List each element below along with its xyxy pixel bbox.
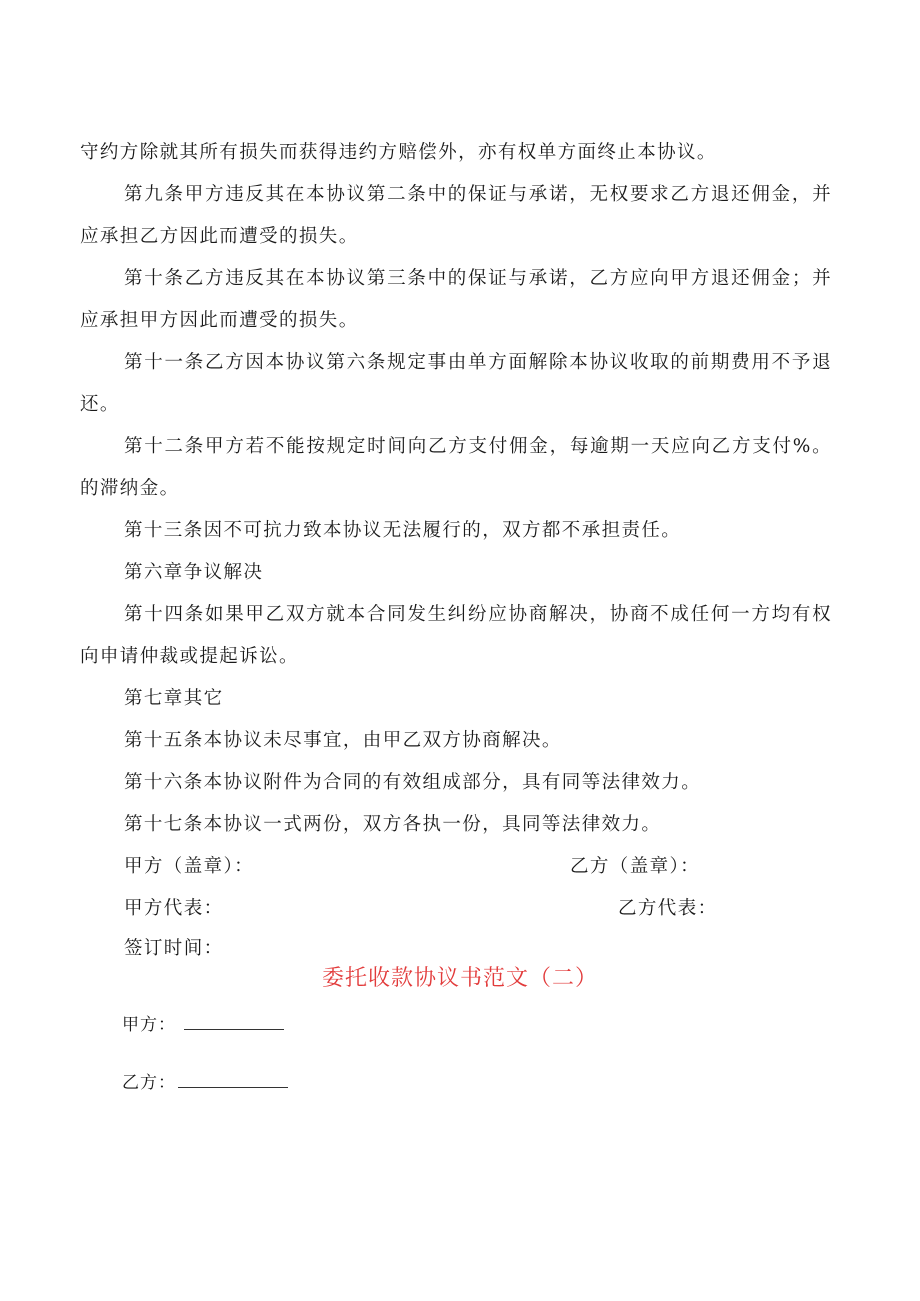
sign-time-label: 签订时间： (124, 938, 224, 959)
second-doc-title: 委托收款协议书范文（二） (321, 966, 598, 991)
article-9: 第九条甲方违反其在本协议第二条中的保证与承诺，无权要求乙方退还佣金，并应承担乙方因此而遭受的损失。 (80, 184, 832, 247)
party-b-blank-line[interactable] (178, 1073, 288, 1088)
party-b-label: 乙方： (122, 1073, 176, 1093)
article-16: 第十六条本协议附件为合同的有效组成部分，具有同等法律效力。 (124, 772, 702, 793)
chapter-7-heading: 第七章其它 (124, 688, 224, 709)
article-13: 第十三条因不可抗力致本协议无法履行的，双方都不承担责任。 (124, 520, 682, 541)
party-a-label: 甲方： (122, 1015, 176, 1035)
party-a-blank-line[interactable] (184, 1015, 284, 1030)
second-doc-party-b (122, 1071, 288, 1095)
party-a-rep-label: 甲方代表： (124, 898, 224, 919)
article-11: 第十一条乙方因本协议第六条规定事由单方面解除本协议收取的前期费用不予退还。 (80, 352, 832, 415)
party-a-seal-label: 甲方（盖章）： (124, 856, 255, 877)
article-15: 第十五条本协议未尽事宜，由甲乙双方协商解决。 (124, 730, 562, 751)
article-8-tail: 守约方除就其所有损失而获得违约方赔偿外，亦有权单方面终止本协议。 (80, 142, 717, 163)
second-doc-party-a (122, 1013, 284, 1037)
article-14: 第十四条如果甲乙双方就本合同发生纠纷应协商解决，协商不成任何一方均有权向申请仲裁或提起诉讼。 (80, 604, 832, 667)
article-17: 第十七条本协议一式两份，双方各执一份，具同等法律效力。 (124, 814, 662, 835)
chapter-6-heading: 第六章争议解决 (124, 562, 264, 583)
article-10: 第十条乙方违反其在本协议第三条中的保证与承诺，乙方应向甲方退还佣金；并应承担甲方因此而遭受的损失。 (80, 268, 832, 331)
party-b-seal-label: 乙方（盖章）： (570, 856, 701, 877)
party-b-rep-label: 乙方代表： (618, 898, 718, 919)
article-12: 第十二条甲方若不能按规定时间向乙方支付佣金，每逾期一天应向乙方支付%。的滞纳金。 (80, 436, 832, 499)
